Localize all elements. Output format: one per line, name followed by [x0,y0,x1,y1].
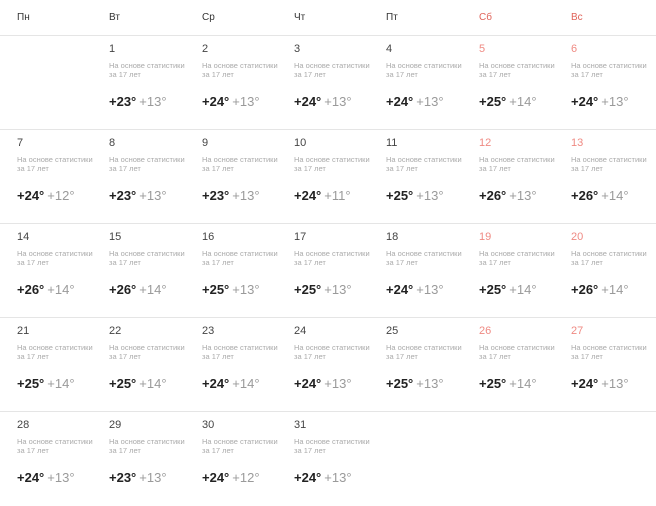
night-temperature: +13° [416,188,444,203]
night-temperature: +13° [232,282,260,297]
week-row [0,318,656,412]
night-temperature: +14° [601,282,629,297]
day-number: 1 [109,43,116,55]
statistics-note: На основе статистики за 17 лет [571,249,647,267]
week-row [0,224,656,318]
temperature-range [17,376,75,391]
day-cell[interactable] [0,318,92,411]
weekday-label: Сб [479,12,492,23]
day-number: 4 [386,43,393,55]
statistics-note: На основе статистики за 17 лет [479,343,555,361]
statistics-note: На основе статистики за 17 лет [294,155,370,173]
statistics-note: На основе статистики за 17 лет [479,155,555,173]
day-cell[interactable] [185,318,277,411]
day-cell[interactable] [185,224,277,317]
statistics-note: На основе статистики за 17 лет [294,61,370,79]
day-cell[interactable] [277,36,369,129]
statistics-note: На основе статистики за 17 лет [294,437,370,455]
night-temperature: +13° [601,376,629,391]
day-temperature: +25° [202,282,230,297]
day-number: 20 [571,231,584,243]
temperature-range [109,94,167,109]
night-temperature: +13° [416,94,444,109]
day-temperature: +26° [109,282,137,297]
day-cell[interactable] [369,36,462,129]
night-temperature: +13° [139,94,167,109]
day-number: 9 [202,137,209,149]
day-temperature: +23° [109,470,137,485]
temperature-range [109,188,167,203]
day-temperature: +25° [386,376,414,391]
night-temperature: +14° [509,282,537,297]
day-temperature: +25° [109,376,137,391]
day-cell[interactable] [277,412,369,506]
statistics-note: На основе статистики за 17 лет [571,155,647,173]
week-row [0,412,656,506]
temperature-range [294,94,352,109]
statistics-note: На основе статистики за 17 лет [294,249,370,267]
day-cell[interactable] [277,130,369,223]
temperature-range [571,94,629,109]
day-number: 5 [479,43,486,55]
weekday-label: Пн [17,12,30,23]
day-cell[interactable] [554,318,647,411]
day-number: 10 [294,137,307,149]
day-cell[interactable] [554,36,647,129]
day-temperature: +24° [202,94,230,109]
temperature-range [294,282,352,297]
day-cell[interactable] [462,36,554,129]
night-temperature: +14° [601,188,629,203]
weekday-label: Ср [202,12,215,23]
statistics-note: На основе статистики за 17 лет [202,343,278,361]
temperature-range [386,188,444,203]
day-cell[interactable] [92,318,185,411]
day-cell[interactable] [369,224,462,317]
day-cell[interactable] [92,130,185,223]
weekday-header [0,0,656,36]
day-cell[interactable] [92,412,185,506]
day-temperature: +26° [571,282,599,297]
night-temperature: +13° [416,282,444,297]
temperature-range [294,470,352,485]
day-number: 21 [17,325,30,337]
night-temperature: +11° [324,188,351,203]
statistics-note: На основе статистики за 17 лет [202,249,278,267]
temperature-range [202,94,260,109]
day-temperature: +24° [202,376,230,391]
night-temperature: +14° [232,376,260,391]
weekday-label: Вт [109,12,120,23]
day-number: 12 [479,137,492,149]
night-temperature: +13° [509,188,537,203]
night-temperature: +14° [509,94,537,109]
temperature-range [479,282,537,297]
temperature-range [386,282,444,297]
day-number: 26 [479,325,492,337]
statistics-note: На основе статистики за 17 лет [109,155,185,173]
day-number: 30 [202,419,215,431]
day-temperature: +24° [571,376,599,391]
day-cell[interactable] [277,318,369,411]
day-number: 3 [294,43,301,55]
statistics-note: На основе статистики за 17 лет [17,343,93,361]
day-number: 2 [202,43,209,55]
day-temperature: +24° [294,470,322,485]
day-cell[interactable] [0,224,92,317]
day-cell[interactable] [0,412,92,506]
night-temperature: +13° [232,94,260,109]
temperature-range [202,376,260,391]
day-number: 14 [17,231,30,243]
day-number: 7 [17,137,24,149]
day-temperature: +24° [17,470,45,485]
temperature-range [17,470,75,485]
statistics-note: На основе статистики за 17 лет [202,61,278,79]
temperature-range [109,282,167,297]
night-temperature: +13° [324,376,352,391]
temperature-range [17,282,75,297]
statistics-note: На основе статистики за 17 лет [479,249,555,267]
day-temperature: +26° [571,188,599,203]
day-temperature: +24° [294,94,322,109]
day-temperature: +24° [571,94,599,109]
day-number: 8 [109,137,116,149]
day-number: 22 [109,325,122,337]
temperature-range [479,188,537,203]
statistics-note: На основе статистики за 17 лет [109,343,185,361]
night-temperature: +13° [139,470,167,485]
day-number: 6 [571,43,578,55]
temperature-range [109,376,167,391]
statistics-note: На основе статистики за 17 лет [386,343,462,361]
night-temperature: +13° [324,282,352,297]
day-number: 17 [294,231,307,243]
weekday-label: Чт [294,12,306,23]
day-temperature: +25° [479,94,507,109]
day-temperature: +24° [202,470,230,485]
night-temperature: +14° [47,376,75,391]
day-temperature: +23° [202,188,230,203]
statistics-note: На основе статистики за 17 лет [202,437,278,455]
temperature-range [479,94,537,109]
day-number: 19 [479,231,492,243]
statistics-note: На основе статистики за 17 лет [17,155,93,173]
day-number: 29 [109,419,122,431]
day-number: 18 [386,231,399,243]
temperature-range [386,376,444,391]
day-cell[interactable] [554,130,647,223]
night-temperature: +14° [47,282,75,297]
temperature-range [17,188,75,203]
empty-day-cell [462,412,554,506]
statistics-note: На основе статистики за 17 лет [386,61,462,79]
temperature-range [479,376,537,391]
statistics-note: На основе статистики за 17 лет [109,61,185,79]
day-temperature: +26° [479,188,507,203]
day-temperature: +25° [479,376,507,391]
day-cell[interactable] [185,130,277,223]
day-number: 13 [571,137,584,149]
weekday-label: Вс [571,12,583,23]
night-temperature: +13° [324,94,352,109]
statistics-note: На основе статистики за 17 лет [202,155,278,173]
statistics-note: На основе статистики за 17 лет [109,249,185,267]
day-cell[interactable] [462,318,554,411]
night-temperature: +14° [139,376,167,391]
week-row [0,36,656,130]
night-temperature: +13° [232,188,260,203]
day-temperature: +25° [479,282,507,297]
day-number: 24 [294,325,307,337]
day-cell[interactable] [554,224,647,317]
day-number: 23 [202,325,215,337]
statistics-note: На основе статистики за 17 лет [386,155,462,173]
day-cell[interactable] [462,130,554,223]
empty-day-cell [0,36,92,129]
day-cell[interactable] [462,224,554,317]
day-cell[interactable] [0,130,92,223]
night-temperature: +12° [47,188,75,203]
day-cell[interactable] [185,412,277,506]
temperature-range [294,376,352,391]
statistics-note: На основе статистики за 17 лет [479,61,555,79]
day-cell[interactable] [369,318,462,411]
day-cell[interactable] [92,36,185,129]
night-temperature: +12° [232,470,260,485]
day-number: 11 [386,137,398,149]
statistics-note: На основе статистики за 17 лет [571,343,647,361]
statistics-note: На основе статистики за 17 лет [571,61,647,79]
day-number: 27 [571,325,584,337]
temperature-range [109,470,167,485]
calendar-weeks [0,36,656,506]
day-number: 16 [202,231,215,243]
temperature-range [386,94,444,109]
day-temperature: +24° [386,94,414,109]
statistics-note: На основе статистики за 17 лет [294,343,370,361]
day-temperature: +24° [386,282,414,297]
temperature-range [202,282,260,297]
temperature-range [202,188,260,203]
day-temperature: +25° [386,188,414,203]
statistics-note: На основе статистики за 17 лет [17,437,93,455]
night-temperature: +14° [139,282,167,297]
temperature-range [571,188,629,203]
statistics-note: На основе статистики за 17 лет [17,249,93,267]
night-temperature: +13° [416,376,444,391]
night-temperature: +13° [47,470,75,485]
day-number: 31 [294,419,307,431]
day-temperature: +24° [294,188,322,203]
day-temperature: +23° [109,94,137,109]
temperature-range [571,282,629,297]
statistics-note: На основе статистики за 17 лет [386,249,462,267]
night-temperature: +14° [509,376,537,391]
day-cell[interactable] [277,224,369,317]
weekday-label: Пт [386,12,398,23]
day-temperature: +26° [17,282,45,297]
day-number: 15 [109,231,122,243]
night-temperature: +13° [601,94,629,109]
day-cell[interactable] [92,224,185,317]
statistics-note: На основе статистики за 17 лет [109,437,185,455]
day-temperature: +23° [109,188,137,203]
day-temperature: +25° [294,282,322,297]
week-row [0,130,656,224]
empty-day-cell [554,412,636,506]
day-cell[interactable] [185,36,277,129]
day-temperature: +24° [294,376,322,391]
night-temperature: +13° [324,470,352,485]
empty-day-cell [369,412,462,506]
temperature-range [571,376,629,391]
night-temperature: +13° [139,188,167,203]
day-cell[interactable] [369,130,462,223]
day-temperature: +25° [17,376,45,391]
temperature-range [294,188,351,203]
temperature-range [202,470,260,485]
day-temperature: +24° [17,188,45,203]
day-number: 25 [386,325,399,337]
day-number: 28 [17,419,30,431]
